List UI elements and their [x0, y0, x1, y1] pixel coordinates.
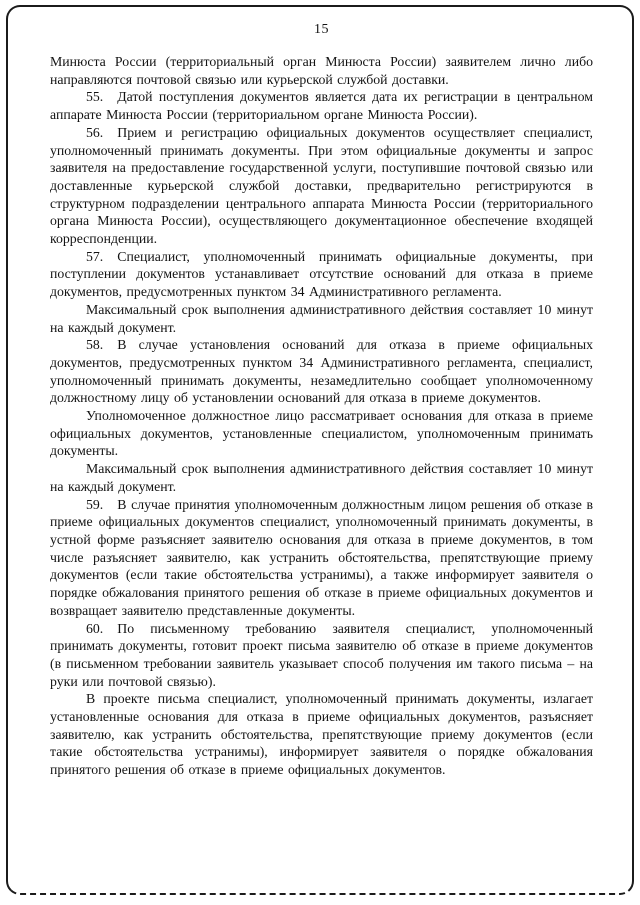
paragraph [50, 460, 593, 495]
paragraph [50, 620, 593, 691]
document-page [50, 22, 593, 779]
paragraph-number: 58. [86, 337, 104, 353]
paragraph-text: Максимальный срок выполнения административного действия составляет 10 минут на каждый документ. [50, 301, 593, 335]
paragraph [50, 88, 593, 123]
paragraph-text: В проекте письма специалист, уполномоченный принимать документы, излагает установленные основания для отказа в приеме официальных документов, разъясняет заявителю, как устранить обстоятельства, препятствующие приему документов (если такие обстоятельства устранимы), информирует заявителя о порядке обжалования принятого решения об отказе в приеме официальных документов. [50, 691, 593, 778]
paragraph-number: 56. [86, 124, 104, 140]
paragraph [50, 496, 593, 620]
paragraph [50, 690, 593, 779]
paragraph-number: 55. [86, 89, 104, 105]
paragraph-text: В случае принятия уполномоченным должностным лицом решения об отказе в приеме официальных документов специалист, уполномоченный принимать документы, в устной форме разъясняет заявителю основания для отказа в приеме документов, в том числе разъясняет заявителю, как устранить обстоятельства, препятствующие приему документов (если такие обстоятельства устранимы), а также информирует заявителя о порядке обжалования принятого решения об отказе в приеме официальных документов и возвращает заявителю представленные документы. [50, 496, 593, 618]
paragraph [50, 336, 593, 407]
paragraph [50, 407, 593, 460]
paragraph [50, 53, 593, 88]
paragraph-number: 60. [86, 620, 104, 636]
paragraph [50, 248, 593, 301]
paragraph-text: По письменному требованию заявителя специалист, уполномоченный принимать документы, готовит проект письма заявителю об отказе в приеме документов (в письменном требовании заявитель указывает способ получения им такого письма – на руки или почтовой связью). [50, 620, 593, 689]
paragraph [50, 301, 593, 336]
paragraph-text: В случае установления оснований для отказа в приеме официальных документов, предусмотренных пунктом 34 Административного регламента, специалист, уполномоченный принимать документы, незамедлительно сообщает уполномоченному должностному лицу об установлении оснований для отказа в приеме документов. [50, 337, 593, 406]
paragraph-text: Датой поступления документов является дата их регистрации в центральном аппарате Минюста России (территориальном органе Минюста России). [50, 89, 593, 123]
paragraph-text: Специалист, уполномоченный принимать официальные документы, при поступлении документов устанавливает отсутствие оснований для отказа в приеме документов, предусмотренных пунктом 34 Административного регламента. [50, 248, 593, 300]
paragraph-text: Минюста России (территориальный орган Минюста России) заявителем лично либо направляются почтовой связью или курьерской службой доставки. [50, 54, 593, 87]
paragraph-text: Максимальный срок выполнения административного действия составляет 10 минут на каждый документ. [50, 461, 593, 494]
page-number: 15 [314, 22, 329, 37]
paragraph-number: 59. [86, 496, 104, 512]
paragraph-number: 57. [86, 248, 104, 264]
paragraph-text: Прием и регистрацию официальных документов осуществляет специалист, уполномоченный принимать документы. При этом официальные документы и запрос заявителя на предоставление государственной услуги, поступившие почтовой связью или доставленные курьерской службой доставки, предварительно регистрируются в структурном подразделении центрального аппарата Минюста России (территориального органа Минюста России), осуществляющего документационное обеспечение входящей корреспонденции. [50, 124, 593, 247]
paragraph [50, 124, 593, 248]
paragraph-text: Уполномоченное должностное лицо рассматривает основания для отказа в приеме официальных документов, установленные специалистом, уполномоченным принимать документы. [50, 408, 593, 459]
